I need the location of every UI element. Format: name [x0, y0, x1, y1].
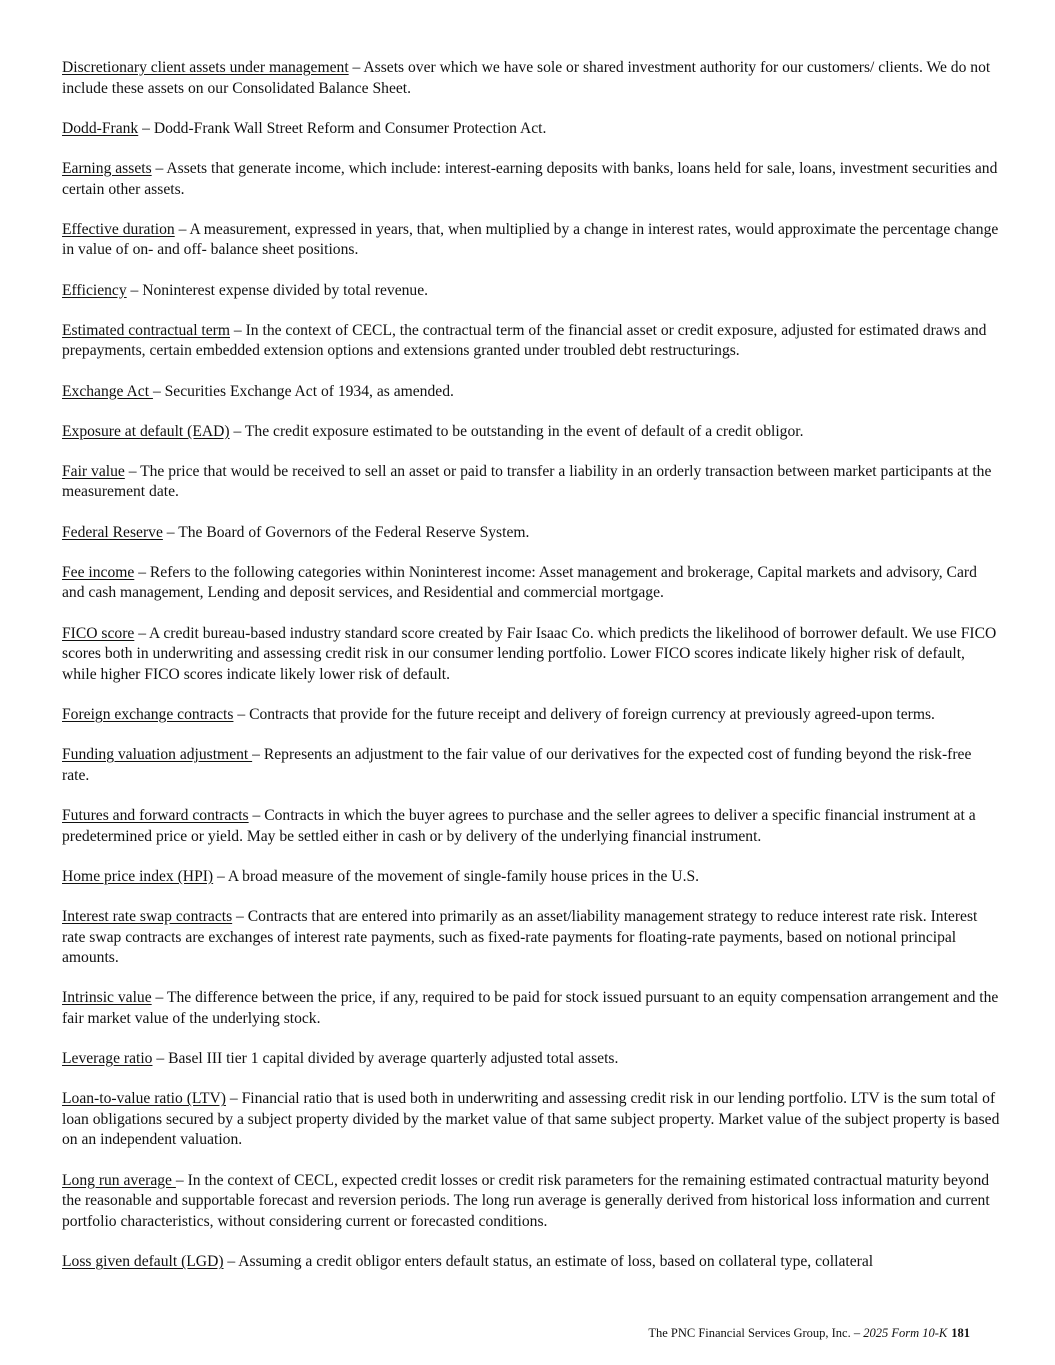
glossary-definition: – Contracts that provide for the future receipt and delivery of foreign currency at previously agreed-upon terms. — [233, 706, 935, 723]
glossary-term: Leverage ratio — [62, 1050, 153, 1068]
glossary-definition: – A measurement, expressed in years, that, when multiplied by a change in interest rates, would approximate the percentage change in value of on- and off- balance sheet positions. — [62, 220, 999, 259]
glossary-entry — [62, 867, 1002, 888]
glossary-definition: – The Board of Governors of the Federal Reserve System. — [162, 523, 530, 541]
glossary-term: Intrinsic value — [62, 989, 152, 1007]
glossary-entry — [62, 321, 1002, 362]
glossary-term: Efficiency — [62, 281, 127, 299]
glossary-entry — [62, 563, 1002, 604]
glossary-definition: – Assets that generate income, which include: interest-earning deposits with banks, loans held for sale, loans, investment securities and certain other assets. — [62, 159, 998, 198]
glossary-entry — [62, 705, 1002, 726]
glossary-entry — [62, 745, 1002, 786]
glossary-definition: – Basel III tier 1 capital divided by average quarterly adjusted total assets. — [152, 1050, 619, 1068]
glossary-term: Home price index (HPI) — [62, 867, 214, 885]
glossary-definition: – A credit bureau-based industry standard score created by Fair Isaac Co. which predicts the likelihood of borrower default. We use FICO scores both in underwriting and assessing credit risk in our consumer lending portfolio. Lower FICO scores indicate likely higher risk of default, while higher FICO scores indicate likely lower risk of default. — [62, 624, 997, 683]
page-number: 181 — [951, 1326, 970, 1340]
glossary-definition: – Represents an adjustment to the fair value of our derivatives for the expected cost of funding beyond the risk-free rate. — [62, 746, 972, 784]
glossary-term: Earning assets — [62, 159, 152, 177]
glossary-entry — [62, 382, 1002, 403]
glossary-term: Loan-to-value ratio (LTV) — [62, 1090, 226, 1108]
glossary-entry — [62, 422, 1002, 443]
glossary-entry — [62, 159, 1002, 200]
glossary-list — [62, 58, 1002, 1292]
glossary-entry — [62, 907, 1002, 969]
glossary-definition: – A broad measure of the movement of single-family house prices in the U.S. — [213, 867, 700, 885]
page-footer — [648, 1326, 970, 1341]
glossary-term: Long run average — [62, 1171, 176, 1189]
glossary-term: Fair value — [62, 462, 125, 480]
glossary-entry — [62, 806, 1002, 847]
glossary-term: Exchange Act — [62, 382, 153, 400]
glossary-entry — [62, 1049, 1002, 1070]
glossary-term: Dodd-Frank — [62, 119, 139, 137]
footer-form-name: 2025 Form 10-K — [863, 1326, 948, 1340]
glossary-term: Exposure at default (EAD) — [62, 422, 230, 440]
glossary-definition: – Contracts in which the buyer agrees to purchase and the seller agrees to deliver a specific financial instrument at a predetermined price or yield. May be settled either in cash or by delivery of the underlying financial instrument. — [62, 806, 976, 845]
glossary-term: Loss given default (LGD) — [62, 1253, 224, 1271]
glossary-definition: – In the context of CECL, the contractual term of the financial asset or credit exposure, adjusted for estimated draws and prepayments, certain embedded extension options and extensions granted under troubled debt restructurings. — [62, 321, 987, 360]
glossary-entry — [62, 119, 1002, 140]
glossary-definition: – Assets over which we have sole or shared investment authority for our customers/ clients. We do not include these assets on our Consolidated Balance Sheet. — [62, 59, 991, 97]
glossary-definition: – Financial ratio that is used both in underwriting and assessing credit risk in our lending portfolio. LTV is the sum total of loan obligations secured by a subject property divided by the market value of that same subject property. Market value of the subject property is based on an independent valuation. — [62, 1090, 1000, 1149]
glossary-entry — [62, 1171, 1002, 1233]
glossary-definition: – The price that would be received to sell an asset or paid to transfer a liability in an orderly transaction between market participants at the measurement date. — [62, 462, 992, 501]
glossary-definition: – Dodd-Frank Wall Street Reform and Consumer Protection Act. — [138, 119, 547, 137]
glossary-entry — [62, 462, 1002, 503]
glossary-definition: – The credit exposure estimated to be outstanding in the event of default of a credit obligor. — [229, 422, 804, 440]
glossary-definition: – Noninterest expense divided by total revenue. — [126, 281, 429, 299]
glossary-term: Foreign exchange contracts — [62, 706, 234, 723]
glossary-term: Futures and forward contracts — [62, 806, 249, 824]
glossary-entry — [62, 523, 1002, 544]
glossary-definition: – The difference between the price, if any, required to be paid for stock issued pursuant to an equity compensation arrangement and the fair market value of the underlying stock. — [62, 989, 999, 1027]
glossary-entry — [62, 220, 1002, 261]
glossary-entry — [62, 988, 1002, 1029]
glossary-term: Estimated contractual term — [62, 321, 230, 339]
glossary-entry — [62, 1089, 1002, 1151]
glossary-entry — [62, 281, 1002, 302]
glossary-term: Funding valuation adjustment — [62, 746, 253, 764]
glossary-entry — [62, 58, 1002, 99]
glossary-term: Effective duration — [62, 220, 175, 238]
glossary-definition: – In the context of CECL, expected credit losses or credit risk parameters for the remaining estimated contractual maturity beyond the reasonable and supportable forecast and reversion periods. The long run average is generally derived from historical loss information and current portfolio characteristics, without considering current or forecasted conditions. — [62, 1171, 990, 1230]
glossary-term: Interest rate swap contracts — [62, 907, 233, 925]
glossary-term: Fee income — [62, 563, 135, 581]
glossary-term: Discretionary client assets under management — [62, 59, 349, 76]
glossary-entry — [62, 624, 1002, 686]
glossary-definition: – Contracts that are entered into primarily as an asset/liability management strategy to reduce interest rate risk. Interest rate swap contracts are exchanges of interest rate payments, such as fixed-rate payments for floating-rate payments, based on notional principal amounts. — [62, 907, 978, 967]
glossary-definition: – Refers to the following categories within Noninterest income: Asset management and brokerage, Capital markets and advisory, Card and cash management, Lending and deposit services, and Residential and commercial mortgage. — [62, 563, 977, 602]
glossary-entry — [62, 1252, 1002, 1273]
glossary-term: FICO score — [62, 624, 135, 642]
glossary-definition: – Assuming a credit obligor enters default status, an estimate of loss, based on collateral type, collateral — [223, 1253, 874, 1271]
glossary-definition: – Securities Exchange Act of 1934, as amended. — [152, 382, 454, 400]
glossary-term: Federal Reserve — [62, 523, 163, 541]
footer-company: The PNC Financial Services Group, Inc. – — [648, 1326, 864, 1340]
